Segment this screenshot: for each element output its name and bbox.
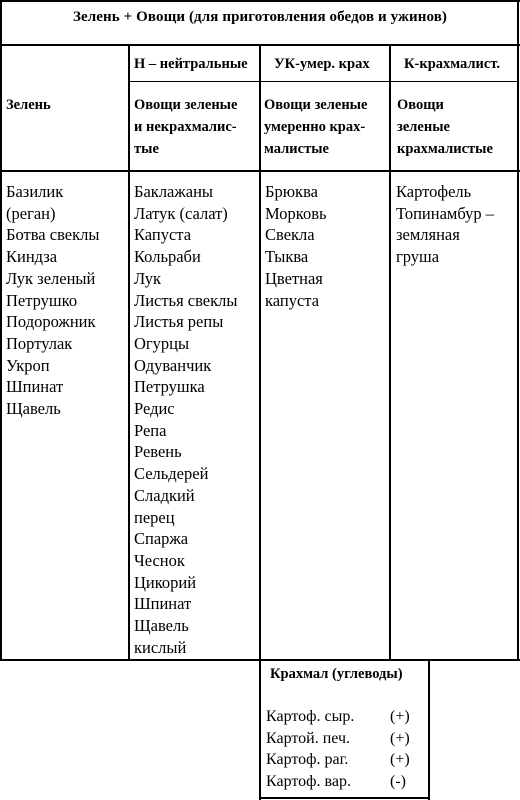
starch-row-mark: (+) xyxy=(390,730,410,747)
greens-item: (реган) xyxy=(6,203,56,223)
starch-row-mark: (-) xyxy=(390,773,406,790)
neutral-item: Спаржа xyxy=(134,529,189,549)
starchy-column xyxy=(396,181,494,268)
table-border-right xyxy=(517,0,519,661)
neutral-item: перец xyxy=(134,507,175,527)
subheader-moderate-line: умеренно крах- xyxy=(264,119,366,135)
greens-item: Базилик xyxy=(6,182,64,201)
greens-item: Лук зеленый xyxy=(6,268,96,288)
greens-item: Укроп xyxy=(6,355,50,375)
starch-row-mark: (+) xyxy=(390,751,410,768)
starch-box-bottom-border xyxy=(259,797,430,799)
neutral-item: Листья свеклы xyxy=(134,290,238,310)
neutral-item: Щавель xyxy=(134,616,189,636)
starch-row-name: Картоф. сыр. xyxy=(266,708,355,725)
neutral-item: кислый xyxy=(134,637,187,657)
moderate-item: Брюква xyxy=(265,182,318,201)
neutral-item: Баклажаны xyxy=(134,182,214,201)
neutral-item: Репа xyxy=(134,420,167,440)
subheader-starchy xyxy=(397,94,493,160)
greens-item: Петрушко xyxy=(6,290,78,310)
starchy-item: Топинамбур – xyxy=(396,203,494,223)
neutral-item: Шпинат xyxy=(134,594,192,614)
moderate-item: Тыква xyxy=(265,247,309,267)
greens-column xyxy=(6,181,99,420)
column-divider-3 xyxy=(389,44,391,661)
neutral-item: Ревень xyxy=(134,442,182,462)
greens-item: Щавель xyxy=(6,399,61,419)
neutral-item: Редис xyxy=(134,399,175,419)
starch-row-name: Картоф. вар. xyxy=(266,773,351,790)
header-divider-moderate xyxy=(261,81,391,82)
neutral-item: Капуста xyxy=(134,225,192,245)
table-border-left xyxy=(0,0,2,661)
starchy-item: груша xyxy=(396,247,440,267)
subheader-moderate xyxy=(264,94,367,160)
subheader-neutral xyxy=(134,94,237,160)
subheader-neutral-line: Овощи зеленые xyxy=(134,97,238,113)
starch-box-title: Крахмал (углеводы) xyxy=(270,666,403,682)
table-title: Зелень + Овощи (для приготовления обедов и ужинов) xyxy=(72,9,448,25)
neutral-item: Чеснок xyxy=(134,550,185,570)
moderate-item: Цветная xyxy=(265,268,323,288)
greens-item: Киндза xyxy=(6,247,58,267)
subheader-starchy-line: Овощи xyxy=(397,97,444,113)
greens-item: Подорожник xyxy=(6,312,96,332)
neutral-item: Сельдерей xyxy=(134,464,209,484)
neutral-item: Одуванчик xyxy=(134,355,212,375)
subheader-starchy-line: зеленые xyxy=(397,119,450,135)
subheader-starchy-line: крахмалистые xyxy=(397,141,493,157)
moderate-item: капуста xyxy=(265,290,320,310)
neutral-item: Латук (салат) xyxy=(134,203,228,223)
greens-item: Портулак xyxy=(6,333,73,353)
subheader-neutral-line: и некрахмалис- xyxy=(134,119,237,135)
neutral-item: Листья репы xyxy=(134,312,224,332)
greens-item: Ботва свеклы xyxy=(6,225,100,245)
subheader-moderate-line: малистые xyxy=(264,141,329,157)
header-divider-starchy xyxy=(391,81,519,82)
subheader-neutral-line: тые xyxy=(134,141,159,157)
neutral-item: Лук xyxy=(134,268,162,288)
greens-item: Шпинат xyxy=(6,377,64,397)
neutral-item: Кольраби xyxy=(134,247,201,267)
starch-row-name: Картоф. раг. xyxy=(266,751,349,768)
starchy-item: Картофель xyxy=(396,182,472,201)
header-divider-neutral xyxy=(130,81,260,82)
starchy-item: земляная xyxy=(396,225,460,245)
neutral-column xyxy=(134,181,237,658)
moderate-item: Свекла xyxy=(265,225,315,245)
neutral-item: Огурцы xyxy=(134,333,190,353)
table-border-top xyxy=(0,0,520,2)
moderate-item: Морковь xyxy=(265,203,327,223)
neutral-item: Цикорий xyxy=(134,572,197,592)
column-divider-1 xyxy=(128,44,130,661)
starch-row-name: Картой. печ. xyxy=(266,730,351,747)
column-divider-2 xyxy=(259,44,261,800)
starch-row-mark: (+) xyxy=(390,708,410,725)
header-neutral: Н – нейтральные xyxy=(134,56,248,72)
header-moderate: УК-умер. крах xyxy=(274,56,370,72)
subheader-greens: Зелень xyxy=(6,97,51,113)
neutral-item: Петрушка xyxy=(134,377,205,397)
moderate-column xyxy=(265,181,327,311)
subheader-moderate-line: Овощи зеленые xyxy=(264,97,368,113)
header-starchy: К-крахмалист. xyxy=(404,56,500,72)
neutral-item: Сладкий xyxy=(134,485,195,505)
starch-box-right-border xyxy=(428,659,430,800)
